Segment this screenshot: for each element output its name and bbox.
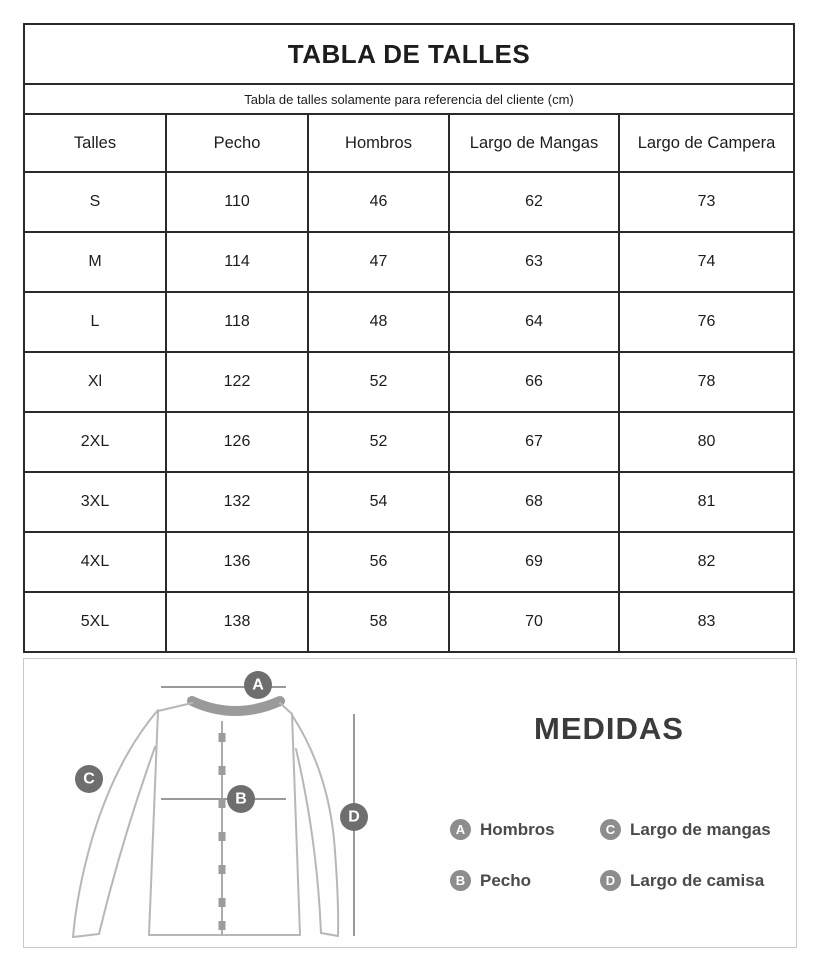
measurement-cell: 66 bbox=[449, 352, 619, 412]
measurement-cell: 83 bbox=[619, 592, 794, 652]
legend-badge-icon: C bbox=[600, 819, 621, 840]
measurement-cell: 110 bbox=[166, 172, 308, 232]
size-label-cell: M bbox=[24, 232, 166, 292]
measurement-cell: 46 bbox=[308, 172, 449, 232]
svg-text:C: C bbox=[83, 770, 95, 788]
measurement-cell: 48 bbox=[308, 292, 449, 352]
legend-item bbox=[600, 819, 771, 840]
right-cuff-line bbox=[321, 933, 338, 936]
body-left-edge bbox=[149, 711, 158, 935]
column-header: Talles bbox=[24, 114, 166, 172]
legend-item bbox=[450, 870, 600, 891]
measurement-cell: 82 bbox=[619, 532, 794, 592]
legend-badge-icon: D bbox=[600, 870, 621, 891]
measurement-cell: 138 bbox=[166, 592, 308, 652]
measurement-cell: 76 bbox=[619, 292, 794, 352]
column-header: Hombros bbox=[308, 114, 449, 172]
measurement-cell: 67 bbox=[449, 412, 619, 472]
measurement-cell: 70 bbox=[449, 592, 619, 652]
svg-text:D: D bbox=[348, 808, 360, 826]
legend-item bbox=[450, 819, 600, 840]
measures-panel bbox=[23, 658, 797, 948]
legend-label: Largo de camisa bbox=[630, 870, 765, 890]
size-row bbox=[24, 352, 794, 412]
measurement-cell: 122 bbox=[166, 352, 308, 412]
size-table-body bbox=[24, 172, 794, 652]
measurement-cell: 136 bbox=[166, 532, 308, 592]
measurement-cell: 69 bbox=[449, 532, 619, 592]
measurement-cell: 80 bbox=[619, 412, 794, 472]
legend-label: Pecho bbox=[480, 870, 532, 890]
size-table-subtitle: Tabla de talles solamente para referencia del cliente (cm) bbox=[24, 84, 794, 114]
legend-label: Largo de mangas bbox=[630, 819, 771, 839]
shoulder-badge-a bbox=[244, 671, 272, 699]
measures-title: MEDIDAS bbox=[534, 711, 684, 746]
left-shoulder-line bbox=[158, 703, 192, 711]
size-label-cell: L bbox=[24, 292, 166, 352]
size-label-cell: Xl bbox=[24, 352, 166, 412]
size-label-cell: 5XL bbox=[24, 592, 166, 652]
measurement-cell: 81 bbox=[619, 472, 794, 532]
size-row bbox=[24, 532, 794, 592]
length-badge-d bbox=[340, 803, 368, 831]
jacket-measurement-diagram bbox=[24, 659, 444, 947]
size-table-title: TABLA DE TALLES bbox=[24, 24, 794, 84]
body-right-edge bbox=[292, 714, 300, 935]
size-row bbox=[24, 232, 794, 292]
column-header: Largo de Mangas bbox=[449, 114, 619, 172]
measurement-cell: 73 bbox=[619, 172, 794, 232]
right-shoulder-line bbox=[280, 703, 292, 714]
measurement-cell: 62 bbox=[449, 172, 619, 232]
legend-item bbox=[600, 870, 771, 891]
legend-label: Hombros bbox=[480, 819, 555, 839]
measurement-cell: 47 bbox=[308, 232, 449, 292]
measurement-cell: 56 bbox=[308, 532, 449, 592]
measurement-cell: 74 bbox=[619, 232, 794, 292]
measurement-cell: 52 bbox=[308, 412, 449, 472]
measurement-cell: 68 bbox=[449, 472, 619, 532]
measurement-cell: 132 bbox=[166, 472, 308, 532]
left-sleeve-inner bbox=[99, 747, 155, 934]
sleeve-badge-c bbox=[75, 765, 103, 793]
size-row bbox=[24, 472, 794, 532]
chest-badge-b bbox=[227, 785, 255, 813]
measurement-cell: 118 bbox=[166, 292, 308, 352]
size-label-cell: 2XL bbox=[24, 412, 166, 472]
svg-text:A: A bbox=[252, 676, 264, 694]
size-label-cell: S bbox=[24, 172, 166, 232]
measurement-cell: 52 bbox=[308, 352, 449, 412]
size-label-cell: 3XL bbox=[24, 472, 166, 532]
size-row bbox=[24, 412, 794, 472]
collar-shape bbox=[192, 701, 280, 711]
measurement-cell: 54 bbox=[308, 472, 449, 532]
size-table-header-row bbox=[24, 114, 794, 172]
size-row bbox=[24, 292, 794, 352]
left-cuff-line bbox=[73, 934, 99, 937]
measurement-cell: 78 bbox=[619, 352, 794, 412]
measurement-cell: 64 bbox=[449, 292, 619, 352]
measurement-cell: 126 bbox=[166, 412, 308, 472]
legend-badge-icon: A bbox=[450, 819, 471, 840]
left-sleeve-outer bbox=[73, 710, 158, 937]
size-row bbox=[24, 172, 794, 232]
measurement-cell: 63 bbox=[449, 232, 619, 292]
measurement-cell: 58 bbox=[308, 592, 449, 652]
svg-text:B: B bbox=[235, 790, 247, 808]
size-label-cell: 4XL bbox=[24, 532, 166, 592]
column-header: Pecho bbox=[166, 114, 308, 172]
measures-legend bbox=[450, 819, 771, 891]
column-header: Largo de Campera bbox=[619, 114, 794, 172]
size-row bbox=[24, 592, 794, 652]
measurement-cell: 114 bbox=[166, 232, 308, 292]
legend-badge-icon: B bbox=[450, 870, 471, 891]
size-table bbox=[23, 23, 795, 653]
